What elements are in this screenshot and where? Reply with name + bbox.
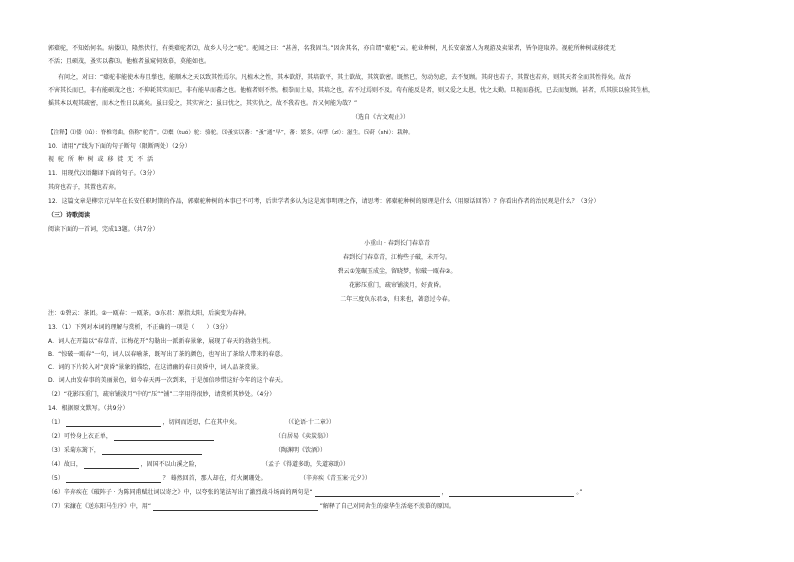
passage-source: （选自《古文观止》） — [352, 114, 410, 121]
passage-p2-line1: 有问之，对曰：“橐驼非能使木寿且孳也，能顺木之天以致其性焉尔。凡植木之性，其本欲舒，其培欲平，其土欲故，其筑欲密。既然已，勿动勿虑，去不复顾。其莳也若子，其置也若弃，则其天者全而其性得矣。故吾 — [58, 74, 632, 81]
answer-blank[interactable] — [102, 448, 202, 455]
q14-item-7-text-a: （7）宋濂在《送东阳马生序》中，用“ — [48, 503, 151, 510]
q14-item-4-text-a: （4）故曰， — [48, 461, 82, 468]
q14-item-4 — [48, 461, 201, 469]
q12-stem: 12．这篇文章是柳宗元早年在长安任职时期的作品，郭橐驼种树的本事已不可考，后世学者多认为这是寓事明理之作，请思考：郭橐驼种树的原理是什么（用原话回答）？你看出作者的治民观是什么？（3分） — [48, 198, 600, 205]
q14-item-5 — [48, 475, 267, 483]
q14-item-2-source: （白居易《卖炭翁》） — [275, 433, 333, 440]
q13-option-c: C．词的下片转入对“黄昏”景象的描绘，在这清幽的春日黄昏中，词人品茶赏景。 — [48, 364, 263, 371]
q14-item-7 — [48, 503, 455, 511]
section3-intro: 阅读下面的一首词，完成13题。（共7分） — [48, 226, 159, 233]
q11-stem: 11．用现代汉语翻译下面的句子。（3分） — [48, 170, 159, 177]
q13-stem: 13．（1）下列对本词的理解与赏析，不正确的一项是（ ）（3分） — [48, 324, 232, 331]
q13-option-d: D．词人由发春事的美丽景色，如今春天再一次到来，于是加倍珍惜这好今年的这个春天。 — [48, 377, 287, 384]
answer-blank[interactable] — [114, 434, 214, 441]
q14-item-2-text: （2）可怜身上衣正单， — [48, 433, 112, 440]
q10-sentence: 视 驼 所 种 树 或 移 徙 无 不 活 — [48, 156, 155, 163]
q14-item-1-source: （《论语·十二章》） — [285, 419, 335, 426]
q14-stem: 14．根据原文默写。（共9分） — [48, 405, 129, 412]
poem-line-2: 碧云①笼碾玉成尘，留晓梦，惊破一瓯春②。 — [337, 268, 457, 275]
poem-line-4: 二年三度负东君③，归来也，著意过今春。 — [340, 296, 454, 303]
q14-item-5-text: ？ 蓦然回首，那人却在，灯火阑珊处。 — [162, 475, 267, 482]
passage-p2-line2: 不害其长而已，非有能硕茂之也；不抑耗其实而已，非有能早而蕃之也。他植者则不然。根拳而土易，其培之也，若不过焉则不及。苟有能反是者，则又爱之太恩，忧之太勤。旦视而暮抚，已去而复顾。甚者，爪其肤以验其生枯， — [48, 87, 655, 94]
q14-item-4-source: （孟子《得道多助，失道寡助》） — [262, 461, 350, 468]
q10-stem: 10．请用“/”线为下面的句子断句（限断两处）（2分） — [48, 143, 191, 150]
q14-item-1-num: （1） — [48, 419, 64, 426]
q11-sentence: 其莳也若子，其置也若弃。 — [48, 184, 121, 191]
answer-blank[interactable] — [153, 504, 318, 511]
q14-item-3-source: （陶渊明《饮酒》） — [275, 447, 327, 454]
q14-item-5-num: （5） — [48, 475, 64, 482]
q14-item-6 — [48, 489, 582, 497]
poem-line-1: 春到长门春草青，江梅些子破，未开匀。 — [342, 254, 451, 261]
passage-notes: 【注释】⑴偻（lǚ）：脊椎弯曲，俗称“驼背”。⑵橐（tuó）驼：骆驼。⑶蚤实以蕃：“蚤”通“早”，蕃：繁多。⑷孳（zī）：滋生。⑸莳（shì）：栽种。 — [48, 130, 414, 136]
poem-line-3: 花影压重门，疏帘铺淡月，好黄昏。 — [348, 282, 445, 289]
q13-option-b: B．“惊破一瓯春”一句，词人以春喻茶，既写出了茶的颜色，也写出了茶给人带来的春意。 — [48, 351, 287, 358]
passage-p1-line2: 不活；且硕茂，蚤实以蕃⑶。他植者虽窥伺效慕，莫能如也。 — [48, 58, 211, 65]
answer-blank[interactable] — [84, 462, 139, 469]
q14-item-6-text-c: 。” — [576, 489, 583, 496]
answer-blank[interactable] — [66, 420, 161, 427]
answer-blank[interactable] — [315, 490, 440, 497]
section3-title: （三）诗歌阅读 — [48, 212, 91, 219]
q14-item-6-text-a: （6）辛弃疾在《破阵子 · 为陈同甫赋壮词以寄之》中，以夸张的笔法写出了激烈战斗场面的两句是“ — [48, 489, 313, 496]
q13-part2: （2）“花影压重门，疏帘铺淡月”中的“压”“铺”二字用得很妙，请赏析其妙处。（4分） — [48, 391, 276, 398]
poem-note: 注：①碧云：茶团。②一瓯春：一瓯茶。③东君：原指太阳，后演变为春神。 — [48, 310, 251, 317]
q14-item-7-text-b: ”解释了自己对同舍生的豪华生活毫不羡慕的原因。 — [319, 503, 455, 510]
q14-item-1-text: ，切问而近思，仁在其中矣。 — [162, 419, 241, 426]
q14-item-3-text: （3）采菊东篱下， — [48, 447, 100, 454]
q14-item-2 — [48, 433, 214, 441]
poem-title: 小重山 · 春到长门春草青 — [364, 240, 430, 247]
q13-option-a: A．词人在开篇以“春草青、江梅花开”勾勒出一派新春景象，展现了春天的勃勃生机。 — [48, 338, 275, 345]
q14-item-3 — [48, 447, 202, 455]
answer-blank[interactable] — [449, 490, 574, 497]
passage-p1-line1: 郭橐驼，不知始何名。病偻⑴，隆然伏行，有类橐驼者⑵，故乡人号之“驼”。驼闻之曰：“甚善，名我固当。”因舍其名，亦自谓“橐驼”云。驼业种树，凡长安豪富人为观游及卖果者，皆争迎取养。视驼所种树或移徙无 — [48, 45, 616, 52]
q14-item-6-text-b: ， — [441, 489, 448, 496]
q14-item-1 — [48, 419, 241, 427]
q14-item-5-source: （辛弃疾《青玉案·元夕》） — [300, 475, 371, 482]
q14-item-4-text-b: ，固国不以山溪之险， — [140, 461, 201, 468]
passage-p2-line3: 摇其本以观其疏密，而木之性日以离矣。虽曰爱之，其实害之；虽曰忧之，其实仇之，故不我若也。吾又何能为哉？” — [48, 100, 358, 107]
answer-blank[interactable] — [66, 476, 161, 483]
